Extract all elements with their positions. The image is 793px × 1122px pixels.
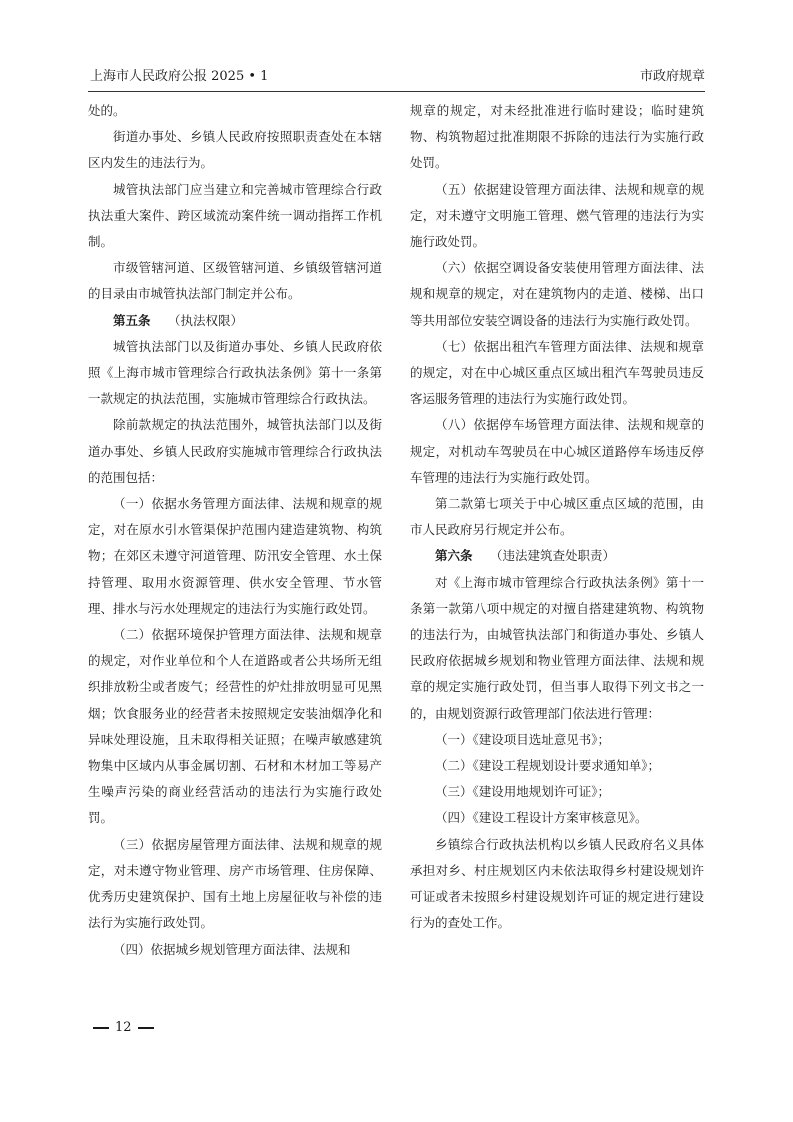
footer-dash-left xyxy=(93,1027,109,1029)
article-number: 第六条 xyxy=(435,548,473,564)
footer-dash-right xyxy=(138,1027,154,1029)
paragraph: （二）《建设工程规划设计要求通知单》； xyxy=(435,758,661,774)
paragraph: 除前款规定的执法范围外，城管执法部门以及街道办事处、乡镇人民政府实施城市管理综合行政执法的范围包括： xyxy=(88,417,382,485)
header-divider xyxy=(88,91,705,92)
right-column xyxy=(410,98,704,937)
paragraph: 乡镇综合行政执法机构以乡镇人民政府名义具体承担对乡、村庄规划区内未依法取得乡村建设规划许可证或者未按照乡村建设规划许可证的规定进行建设行为的查处工作。 xyxy=(410,836,704,931)
paragraph: （二）依据环境保护管理方面法律、法规和规章的规定，对作业单位和个人在道路或者公共场所无组织排放粉尘或者废气；经营性的炉灶排放明显可见黑烟；饮食服务业的经营者未按照规定安装油烟净化和异味处理设施，且未取得相关证照；在噪声敏感建筑物集中区域内从事金属切割、石材和木材加工等易产生噪声污染的商业经营活动的违法行为实施行政处罚。 xyxy=(88,627,382,826)
paragraph: （四）《建设工程设计方案审核意见》。 xyxy=(435,810,648,826)
paragraph: 市级管辖河道、区级管辖河道、乡镇级管辖河道的目录由市城管执法部门制定并公布。 xyxy=(88,260,382,302)
paragraph: （四）依据城乡规划管理方面法律、法规和 xyxy=(113,941,351,957)
article-title: （违法建筑查处职责） xyxy=(490,548,616,564)
paragraph: （三）《建设用地规划许可证》； xyxy=(435,784,611,800)
paragraph: 城管执法部门应当建立和完善城市管理综合行政执法重大案件、跨区域流动案件统一调动指挥工作机制。 xyxy=(88,181,382,250)
paragraph: （一）依据水务管理方面法律、法规和规章的规定，对在原水引水管渠保护范围内建造建筑物、构筑物；在郊区未遵守河道管理、防汛安全管理、水土保持管理、取用水资源管理、供水安全管理、节水管理、排水与污水处理规定的违法行为实施行政处罚。 xyxy=(88,496,382,616)
paragraph: （七）依据出租汽车管理方面法律、法规和规章的规定，对在中心城区重点区域出租汽车驾驶员违反客运服务管理的违法行为实施行政处罚。 xyxy=(410,338,704,407)
paragraph: （三）依据房屋管理方面法律、法规和规章的规定，对未遵守物业管理、房产市场管理、住房保障、优秀历史建筑保护、国有土地上房屋征收与补偿的违法行为实施行政处罚。 xyxy=(88,836,382,931)
paragraph: 处的。 xyxy=(88,103,126,118)
article-heading xyxy=(88,308,382,334)
article-title: （执法权限） xyxy=(168,312,244,328)
paragraph: 对《上海市城市管理综合行政执法条例》第十一条第一款第八项中规定的对擅自搭建建筑物、构筑物的违法行为，由城管执法部门和街道办事处、乡镇人民政府依据城乡规划和物业管理方面法律、法规和规章的规定实施行政处罚，但当事人取得下列文书之一的，由规划资源行政管理部门依法进行管理： xyxy=(410,574,704,721)
section-title: 市政府规章 xyxy=(639,69,705,84)
paragraph: 规章的规定，对未经批准进行临时建设；临时建筑物、构筑物超过批准期限不拆除的违法行为实施行政处罚。 xyxy=(410,103,704,171)
page-footer xyxy=(93,1017,154,1039)
running-header xyxy=(88,66,705,88)
page-number: 12 xyxy=(115,1020,132,1035)
paragraph: （六）依据空调设备安装使用管理方面法律、法规和规章的规定，对在建筑物内的走道、楼梯、出口等共用部位安装空调设备的违法行为实施行政处罚。 xyxy=(410,260,704,328)
paragraph: 街道办事处、乡镇人民政府按照职责查处在本辖区内发生的违法行为。 xyxy=(88,129,382,171)
article-number: 第五条 xyxy=(113,312,151,328)
paragraph: （八）依据停车场管理方面法律、法规和规章的规定，对机动车驾驶员在中心城区道路停车场违反停车管理的违法行为实施行政处罚。 xyxy=(410,417,704,485)
publication-title: 上海市人民政府公报 2025 • 1 xyxy=(90,69,269,84)
paragraph: 第二款第七项关于中心城区重点区域的范围，由市人民政府另行规定并公布。 xyxy=(410,496,704,538)
paragraph: 城管执法部门以及街道办事处、乡镇人民政府依照《上海市城市管理综合行政执法条例》第十一条第一款规定的执法范围，实施城市管理综合行政执法。 xyxy=(88,338,382,407)
paragraph: （五）依据建设管理方面法律、法规和规章的规定，对未遵守文明施工管理、燃气管理的违法行为实施行政处罚。 xyxy=(410,181,704,250)
paragraph: （一）《建设项目选址意见书》； xyxy=(435,731,611,747)
left-column xyxy=(88,98,382,963)
article-heading xyxy=(410,543,704,569)
